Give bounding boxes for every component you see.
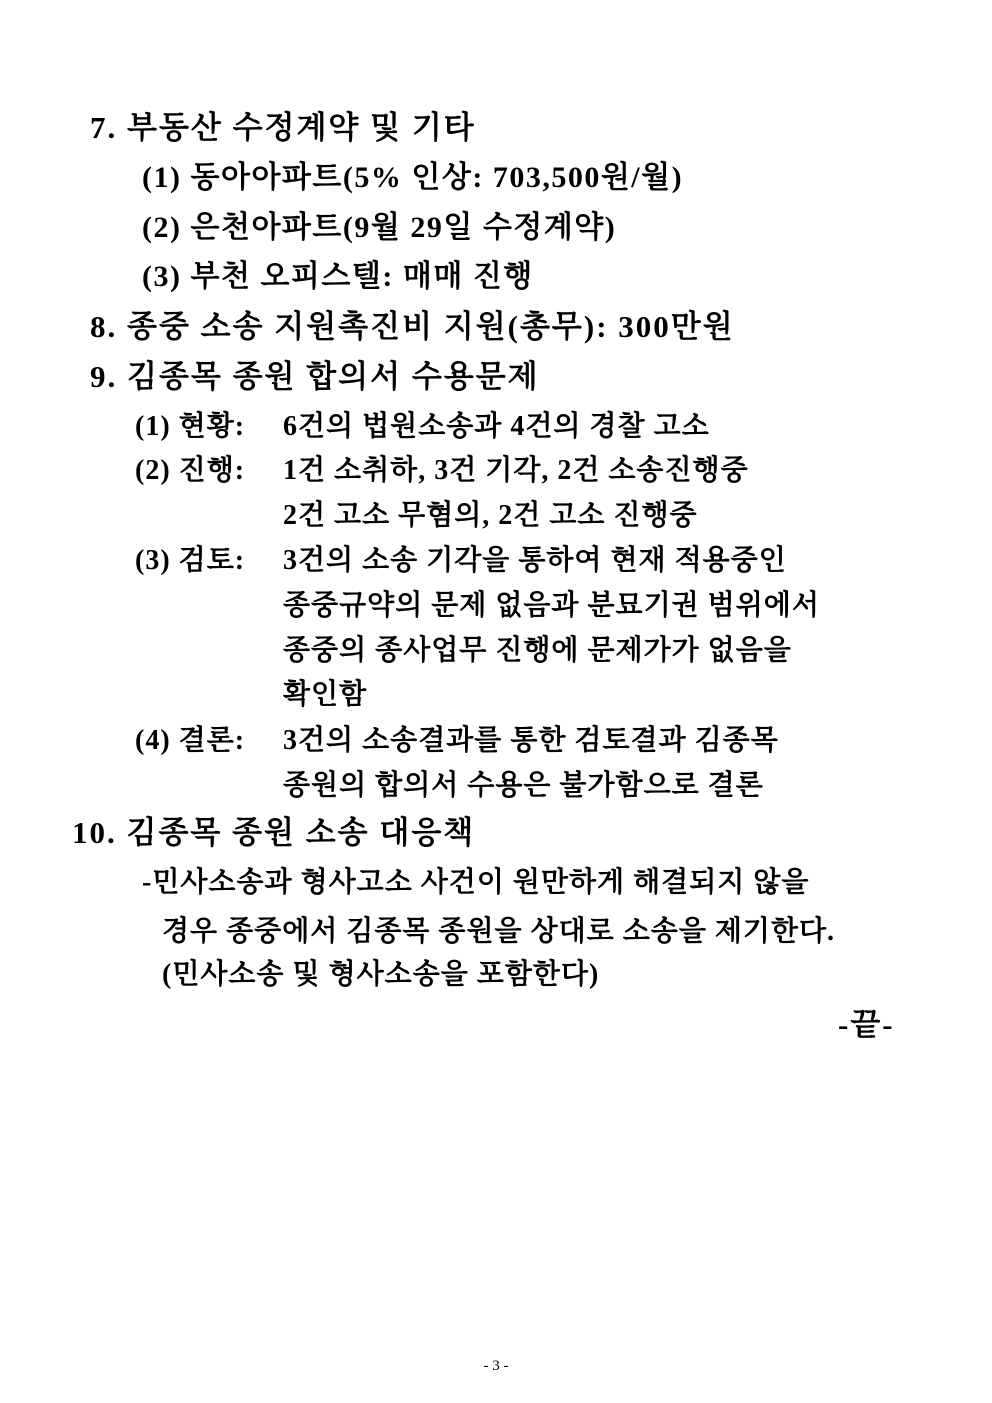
- section-9-item-4-cont: 종원의 합의서 수용은 불가함으로 결론: [283, 770, 764, 801]
- section-9-item-3-cont: 종중의 종사업무 진행에 문제가가 없음을: [283, 635, 792, 666]
- section-7-item-2: (2) 은천아파트(9월 29일 수정계약): [142, 211, 617, 244]
- item-label: (4) 결론:: [135, 725, 246, 756]
- end-mark: -끝-: [838, 1007, 895, 1042]
- item-label: (2) 진행:: [135, 455, 246, 486]
- item-text: 6건의 법원소송과 4건의 경찰 고소: [283, 411, 710, 442]
- item-label: (3) 검토:: [135, 545, 246, 576]
- item-3-suffix: 진행: [463, 260, 534, 293]
- item-label: (1) 현황:: [135, 411, 246, 442]
- section-7-heading: 7. 부동산 수정계약 및 기타: [90, 110, 476, 145]
- section-9-item-3-cont: 확인함: [283, 679, 368, 710]
- section-9-item-3: [135, 541, 787, 581]
- section-9-item-4: [135, 721, 779, 761]
- section-7-item-3: [142, 257, 534, 297]
- item-text: 1건 소취하, 3건 기각, 2건 소송진행중: [283, 455, 749, 486]
- item-3-prefix: (3) 부천 오피스텔:: [142, 260, 403, 293]
- item-3-emphasis: 매매: [402, 259, 464, 294]
- section-8-heading: 8. 종중 소송 지원촉진비 지원(총무): 300만원: [90, 309, 735, 344]
- section-9-item-3-cont: 종중규약의 문제 없음과 분묘기권 범위에서: [283, 590, 820, 621]
- section-10-line: -민사소송과 형사고소 사건이 원만하게 해결되지 않을: [142, 867, 810, 898]
- section-10-line: (민사소송 및 형사소송을 포함한다): [162, 959, 600, 990]
- section-9-item-2: [135, 451, 749, 491]
- section-9-heading: 9. 김종목 종원 합의서 수용문제: [90, 359, 540, 394]
- section-10-line: 경우 종중에서 김종목 종원을 상대로 소송을 제기한다.: [162, 916, 836, 947]
- section-7-item-1: (1) 동아아파트(5% 인상: 703,500원/월): [142, 161, 684, 194]
- section-9-item-1: [135, 407, 710, 447]
- item-text: 3건의 소송결과를 통한 검토결과 김종목: [283, 725, 779, 756]
- item-text: 3건의 소송 기각을 통하여 현재 적용중인: [283, 545, 787, 576]
- page-number: - 3 -: [483, 1358, 509, 1374]
- section-10-heading: 10. 김종목 종원 소송 대응책: [72, 815, 476, 850]
- section-9-item-2-cont: 2건 고소 무혐의, 2건 고소 진행중: [283, 500, 698, 531]
